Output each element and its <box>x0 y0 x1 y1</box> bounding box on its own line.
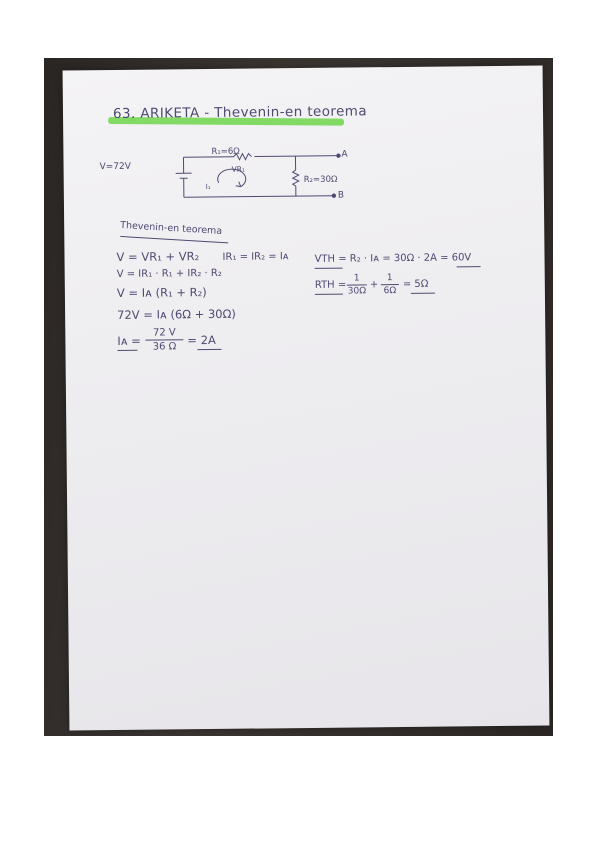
section-subtitle: Thevenin-en teorema <box>119 219 223 237</box>
rth-underline <box>315 294 343 295</box>
current-equality: IR₁ = IR₂ = Iᴀ <box>222 251 289 263</box>
rth-fraction-2-num: 1 <box>386 273 393 284</box>
node-b-label: B <box>337 190 345 201</box>
rth-label: RTH = <box>314 279 347 291</box>
page-title: 63. ARIKETA - Thevenin-en teorema <box>112 103 368 123</box>
subtitle-underline <box>120 236 228 243</box>
notebook-page <box>63 66 550 731</box>
current-label: I₁ <box>205 182 211 192</box>
equation-3: V = Iᴀ (R₁ + R₂) <box>116 285 207 300</box>
ia-result: = 2A <box>187 332 216 348</box>
vth-result-underline <box>457 266 481 267</box>
rth-fraction-2 <box>381 273 399 296</box>
equation-4: 72V = Iᴀ (6Ω + 30Ω) <box>117 306 236 322</box>
node-b-dot <box>332 193 336 197</box>
equation-2: V = IR₁ · R₁ + IR₂ · R₂ <box>116 267 222 280</box>
source-label: V=72V <box>99 161 131 173</box>
ia-underline <box>117 350 137 351</box>
ia-numerator: 72 V <box>152 327 176 339</box>
vr1-label: VR₁ <box>231 164 246 174</box>
rth-result-underline <box>411 293 435 294</box>
vth-equation: VTH = R₂ · Iᴀ = 30Ω · 2A = 60V <box>314 252 472 265</box>
rth-plus: + <box>369 279 379 291</box>
ia-fraction <box>145 327 183 352</box>
ia-denominator: 36 Ω <box>152 341 177 353</box>
photo-background <box>44 58 553 736</box>
r1-label: R₁=6Ω <box>211 146 240 157</box>
rth-fraction-1-num: 1 <box>353 273 360 284</box>
rth-fraction-2-den: 6Ω <box>383 286 397 297</box>
ia-result-underline <box>197 349 221 350</box>
node-a-dot <box>336 153 340 157</box>
vth-underline <box>315 268 343 269</box>
node-a-label: A <box>341 149 348 160</box>
ia-label: Iᴀ = <box>117 333 141 348</box>
rth-result: = 5Ω <box>402 278 429 290</box>
rth-fraction-1-den: 30Ω <box>347 286 367 297</box>
rth-fraction-1 <box>347 273 367 296</box>
r2-label: R₂=30Ω <box>303 174 338 186</box>
equation-1: V = VR₁ + VR₂ <box>116 249 200 264</box>
